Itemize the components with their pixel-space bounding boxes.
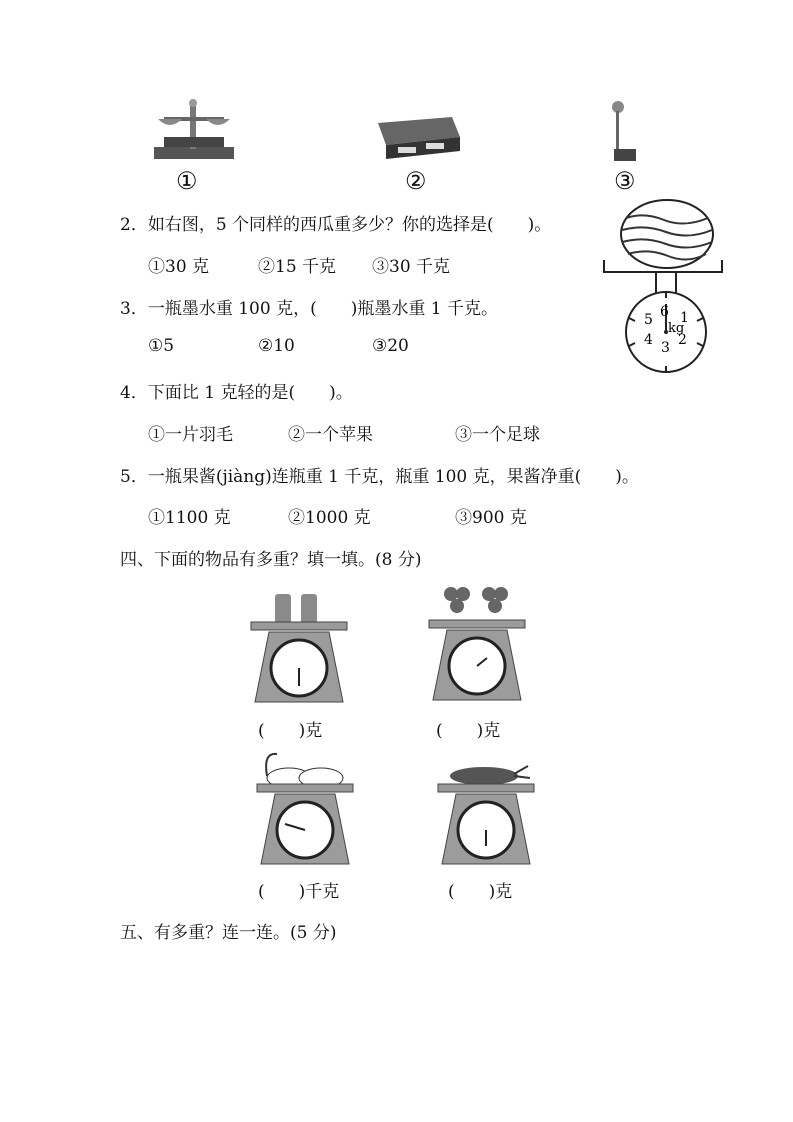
answer-grapes[interactable]: ( )克 <box>436 721 501 741</box>
answer-cans[interactable]: ( )克 <box>258 721 323 741</box>
q3-option-2: ②10 <box>258 336 295 356</box>
q3-option-3: ③20 <box>372 336 409 356</box>
dial-number-6: 6 <box>660 304 669 320</box>
q5-option-1: ①1100 克 <box>148 508 231 528</box>
scale-grapes-image <box>429 576 529 694</box>
question-4: 4．下面比 1 克轻的是( )。 <box>120 383 353 403</box>
scale-eggplant-image <box>438 756 538 876</box>
question-5: 5．一瓶果酱(jiàng)连瓶重 1 千克，瓶重 100 克，果酱净重( )。 <box>120 467 639 487</box>
balance-scale-image <box>144 97 244 167</box>
section-5-title: 五、有多重？连一连。(5 分) <box>120 923 337 943</box>
answer-geese[interactable]: ( )千克 <box>258 882 340 902</box>
answer-eggplant[interactable]: ( )克 <box>448 882 513 902</box>
q3-option-1: ①5 <box>148 336 175 356</box>
q2-option-2: ②15 千克 <box>258 257 337 277</box>
platform-scale-image <box>610 99 650 169</box>
question-3: 3．一瓶墨水重 100 克，( )瓶墨水重 1 千克。 <box>120 299 498 319</box>
dial-number-5: 5 <box>644 312 653 328</box>
dial-number-3: 3 <box>661 340 670 356</box>
q2-option-3: ③30 千克 <box>372 257 451 277</box>
watermelon-scale-image <box>604 198 734 378</box>
electronic-scale-image <box>372 107 462 167</box>
scale-cans-image <box>251 588 351 706</box>
q4-option-2: ②一个苹果 <box>288 425 373 445</box>
dial-number-2: 2 <box>678 332 687 348</box>
q5-option-3: ③900 克 <box>455 508 527 528</box>
dial-number-1: 1 <box>680 310 689 326</box>
q5-option-2: ②1000 克 <box>288 508 371 528</box>
q4-option-3: ③一个足球 <box>455 425 540 445</box>
scale-geese-image <box>257 746 357 866</box>
section-4-title: 四、下面的物品有多重？填一填。(8 分) <box>120 550 422 570</box>
image-label-2: ② <box>405 167 427 195</box>
top-images <box>120 95 680 195</box>
q2-option-1: ①30 克 <box>148 257 210 277</box>
question-2: 2．如右图，5 个同样的西瓜重多少？你的选择是( )。 <box>120 215 552 235</box>
image-label-3: ③ <box>614 167 636 195</box>
image-label-1: ① <box>176 167 198 195</box>
dial-number-4: 4 <box>644 332 653 348</box>
q4-option-1: ①一片羽毛 <box>148 425 233 445</box>
dial-unit: kg <box>668 321 685 336</box>
